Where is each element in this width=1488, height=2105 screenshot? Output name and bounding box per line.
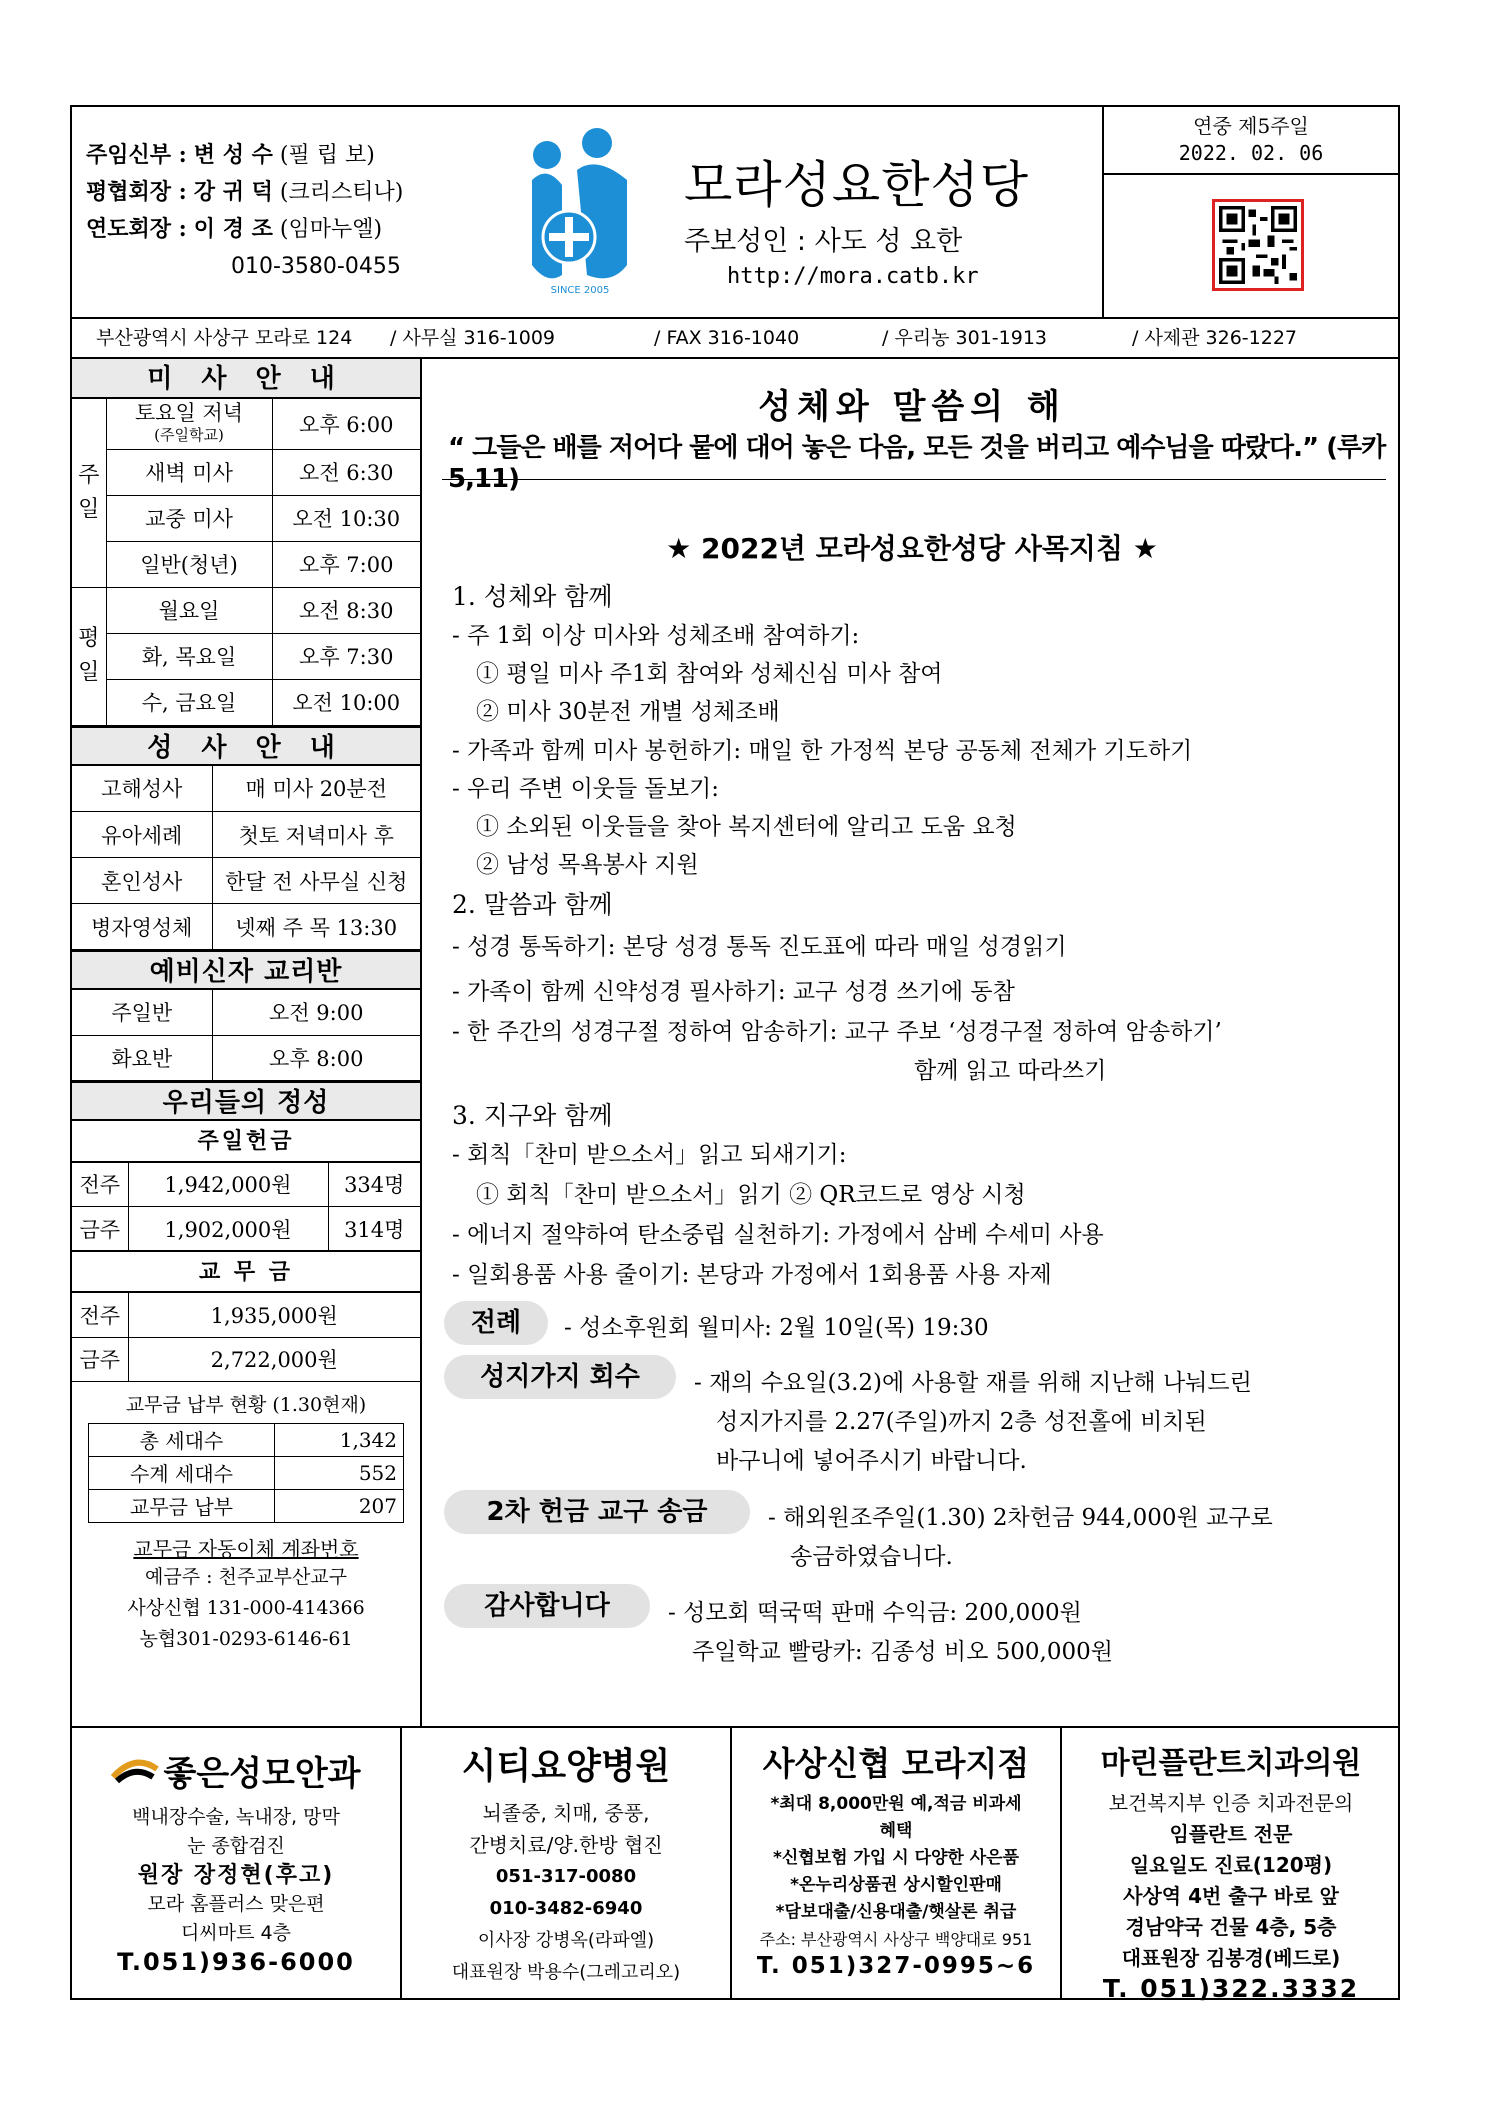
dues-title: 교 무 금 [72, 1251, 420, 1293]
notice-text: 바구니에 넣어주시기 바랍니다. [716, 1448, 1027, 1474]
dues-status-title: 교무금 납부 현황 (1.30현재) [125, 1393, 367, 1416]
guideline-subitem: ② 미사 30분전 개별 성체조배 [476, 699, 780, 725]
ad-director: 원장 장정현(후고) [137, 1863, 335, 1888]
logo-text: SINCE 2005 [550, 285, 610, 296]
mass-time: 오전 6:30 [272, 449, 420, 495]
ad-eye-clinic [72, 1728, 402, 1998]
status-label: 수계 세대수 [89, 1456, 275, 1489]
parish-logo [517, 125, 647, 300]
account-title: 교무금 자동이체 계좌번호 [133, 1536, 359, 1561]
ad-line: 디씨마트 4층 [181, 1922, 291, 1944]
guideline-item: - 가족과 함께 미사 봉헌하기: 매일 한 가정씩 본당 공동체 전체가 기도하기 [452, 738, 1193, 764]
offering-amount: 1,902,000원 [128, 1207, 328, 1251]
guideline-subitem: ① 회칙「찬미 받으소서」읽기 ② QR코드로 영상 시청 [476, 1182, 1026, 1208]
sacrament-table [72, 766, 420, 951]
status-value: 207 [275, 1489, 404, 1522]
staff-funeral-president [86, 211, 403, 248]
parish-address: 부산광역시 사상구 모라로 124 [96, 327, 353, 349]
bulletin-page [70, 105, 1400, 2003]
sacrament-info: 한달 전 사무실 신청 [212, 858, 420, 904]
ad-line: 일요일도 진료(120평) [1129, 1853, 1333, 1877]
notice-label: 전례 [444, 1301, 548, 1345]
account-number: 사상신협 131-000-414366 [127, 1596, 365, 1619]
notice-text: 주일학교 빨랑카: 김종성 비오 500,000원 [692, 1639, 1113, 1665]
mass-name: 수, 금요일 [106, 679, 272, 725]
mass-time: 오후 6:00 [272, 399, 420, 449]
ad-line: *온누리상품권 상시할인판매 [790, 1875, 1002, 1895]
ad-address: 주소: 부산광역시 사상구 백양대로 951 [759, 1930, 1033, 1949]
ad-line: 사상역 4번 출구 바로 앞 [1123, 1884, 1339, 1908]
header [72, 107, 1398, 319]
bulletin-date: 2022. 02. 06 [1178, 141, 1324, 165]
class-time: 오후 8:00 [212, 1035, 420, 1080]
guideline-item: - 에너지 절약하여 탄소중립 실천하기: 가정에서 삼베 수세미 사용 [452, 1222, 1104, 1248]
main-content [424, 359, 1400, 1726]
offerings-title: 우리들의 정성 [72, 1081, 420, 1121]
guideline-item-continued: 함께 읽고 따라쓰기 [914, 1058, 1107, 1084]
sacrament-info: 첫토 저녁미사 후 [212, 812, 420, 858]
notice-label: 성지가지 회수 [444, 1355, 676, 1399]
ad-line: 경남약국 건물 4층, 5층 [1125, 1915, 1337, 1939]
ad-line: 모라 홈플러스 맞은편 [147, 1893, 325, 1915]
parish-name: 모라성요한성당 [684, 156, 1030, 214]
ad-credit-union [732, 1728, 1062, 1998]
ad-line: 백내장수술, 녹내장, 망막 [132, 1806, 340, 1828]
rectory-phone: / 사제관 326-1227 [1132, 327, 1298, 349]
pastoral-guidelines-title: ★ 2022년 모라성요한성당 사목지침 ★ [666, 532, 1158, 565]
mass-schedule-table [72, 399, 420, 726]
mass-name: 월요일 [106, 587, 272, 633]
eye-clinic-logo-icon [111, 1751, 159, 1791]
ad-title: 시티요양병원 [461, 1746, 671, 1787]
mass-name: 토요일 저녁 (주일학교) [106, 399, 272, 449]
offering-count: 334명 [328, 1163, 420, 1207]
patron-saint: 주보성인 : 사도 성 요한 [684, 226, 963, 257]
status-label: 총 세대수 [89, 1423, 275, 1456]
guideline-item: - 회칙「찬미 받으소서」읽고 되새기기: [452, 1142, 847, 1168]
notice-text: 송금하였습니다. [790, 1544, 953, 1570]
qr-code[interactable] [1212, 199, 1304, 291]
ad-title: 좋은성모안과 [163, 1754, 361, 1794]
week-label: 금주 [72, 1207, 128, 1251]
weekday-label: 평 일 [72, 587, 106, 725]
fax-number: / FAX 316-1040 [654, 327, 800, 349]
status-value: 552 [275, 1456, 404, 1489]
guideline-item: - 성경 통독하기: 본당 성경 통독 진도표에 따라 매일 성경읽기 [452, 934, 1067, 960]
guideline-item: - 주 1회 이상 미사와 성체조배 참여하기: [452, 623, 860, 649]
guideline-subitem: ① 소외된 이웃들을 찾아 복지센터에 알리고 도움 요청 [476, 814, 1017, 840]
sacrament-name: 혼인성사 [72, 858, 212, 904]
ad-line: 뇌졸중, 치매, 중풍, [482, 1801, 650, 1825]
ad-line: 눈 종합검진 [187, 1835, 285, 1857]
mass-time: 오전 10:00 [272, 679, 420, 725]
staff-baptismal: (필 립 보) [279, 143, 375, 168]
mass-name: 교중 미사 [106, 495, 272, 541]
scripture-quote: “ 그들은 배를 저어다 뭍에 대어 놓은 다음, 모든 것을 버리고 예수님을 따랐다.” (루카5,11) [448, 433, 1386, 494]
ad-phone: 010-3482-6940 [489, 1898, 643, 1919]
mass-time: 오전 8:30 [272, 587, 420, 633]
account-number: 농협301-0293-6146-61 [139, 1627, 353, 1650]
week-label: 금주 [72, 1337, 128, 1381]
staff-role: 연도회장 : [86, 216, 187, 242]
ad-line: 간병치료/양.한방 협진 [469, 1833, 663, 1857]
sacrament-guide-title: 성 사 안 내 [72, 726, 420, 766]
ad-line: 임플란트 전문 [1169, 1822, 1293, 1846]
ad-title: 사상신협 모라지점 [762, 1744, 1030, 1783]
staff-list [86, 137, 403, 285]
ad-line: 보건복지부 인증 치과전문의 [1108, 1791, 1354, 1815]
left-sidebar [72, 359, 422, 1726]
farm-phone: / 우리농 301-1913 [882, 327, 1048, 349]
guideline-item: - 우리 주변 이웃들 돌보기: [452, 776, 719, 802]
staff-baptismal: (크리스티나) [279, 180, 404, 205]
ad-dental-clinic [1062, 1728, 1400, 2003]
sunday-label: 주 일 [72, 399, 106, 587]
mass-name: 일반(청년) [106, 541, 272, 587]
guideline-item: - 가족이 함께 신약성경 필사하기: 교구 성경 쓰기에 동참 [452, 979, 1015, 1005]
mass-guide-title: 미 사 안 내 [72, 359, 420, 399]
sacrament-info: 넷째 주 목 13:30 [212, 904, 420, 950]
date-box [1102, 107, 1398, 319]
contact-bar [72, 319, 1398, 359]
mass-name: 새벽 미사 [106, 449, 272, 495]
class-name: 화요반 [72, 1035, 212, 1080]
ad-director: 대표원장 김봉경(베드로) [1121, 1946, 1341, 1970]
ad-title: 마린플란트치과의원 [1100, 1746, 1362, 1781]
staff-council-president [86, 174, 403, 211]
ad-nursing-hospital [402, 1728, 732, 1998]
ad-line: *최대 8,000만원 예,적금 비과세 [770, 1794, 1022, 1814]
catechumen-table [72, 990, 420, 1081]
advertisements [72, 1726, 1398, 2003]
notice-text: - 성모회 떡국떡 판매 수익금: 200,000원 [668, 1600, 1082, 1626]
mass-time: 오후 7:30 [272, 633, 420, 679]
account-info [72, 1562, 420, 1655]
class-name: 주일반 [72, 990, 212, 1035]
dues-status-table [88, 1423, 404, 1523]
sunday-offering-title: 주일헌금 [72, 1121, 420, 1163]
staff-name: 이 경 조 [193, 216, 273, 242]
office-phone: / 사무실 316-1009 [390, 327, 556, 349]
notice-label: 감사합니다 [444, 1584, 650, 1628]
class-time: 오전 9:00 [212, 990, 420, 1035]
mass-time: 오전 10:30 [272, 495, 420, 541]
catechumen-title: 예비신자 교리반 [72, 950, 420, 990]
divider [442, 479, 1386, 480]
dues-amount: 2,722,000원 [128, 1337, 420, 1381]
notice-text: - 재의 수요일(3.2)에 사용할 재를 위해 지난해 나눠드린 [694, 1370, 1252, 1396]
guideline-subitem: ② 남성 목욕봉사 지원 [476, 852, 699, 878]
ad-line: 대표원장 박용수(그레고리오) [451, 1962, 681, 1983]
mass-time: 오후 7:00 [272, 541, 420, 587]
week-label: 전주 [72, 1293, 128, 1337]
staff-name: 변 성 수 [193, 142, 273, 168]
dues-amount: 1,935,000원 [128, 1293, 420, 1337]
ad-phone: T. 051)327-0995~6 [756, 1953, 1036, 1979]
staff-pastor [86, 137, 403, 174]
staff-name: 강 귀 덕 [193, 179, 273, 205]
sacrament-name: 유아세례 [72, 812, 212, 858]
notice-text: 성지가지를 2.27(주일)까지 2층 성전홀에 비치된 [716, 1409, 1207, 1435]
guideline-subitem: ① 평일 미사 주1회 참여와 성체신심 미사 참여 [476, 661, 943, 687]
status-value: 1,342 [275, 1423, 404, 1456]
guideline-heading: 2. 말씀과 함께 [452, 890, 613, 919]
staff-role: 평협회장 : [86, 179, 187, 205]
guideline-heading: 3. 지구와 함께 [452, 1101, 613, 1130]
notice-text: - 성소후원회 월미사: 2월 10일(목) 19:30 [564, 1315, 989, 1341]
sacrament-name: 병자영성체 [72, 904, 212, 950]
ad-phone: 051-317-0080 [495, 1866, 637, 1887]
sunday-offering-table [72, 1163, 420, 1252]
guideline-item: - 한 주간의 성경구절 정하여 암송하기: 교구 주보 ‘성경구절 정하여 암송하기’ [452, 1019, 1222, 1045]
staff-baptismal: (임마누엘) [279, 217, 383, 242]
week-label: 전주 [72, 1163, 128, 1207]
year-theme: 성체와 말씀의 해 [758, 387, 1066, 427]
ad-line: 이사장 강병옥(라파엘) [477, 1930, 655, 1951]
ad-phone: T. 051)322.3332 [1102, 1974, 1360, 2003]
account-holder: 예금주 : 천주교부산교구 [144, 1565, 348, 1588]
status-label: 교무금 납부 [89, 1489, 275, 1522]
ad-line: 혜택 [879, 1821, 913, 1841]
staff-phone: 010-3580-0455 [231, 254, 401, 279]
website-link[interactable]: http://mora.catb.kr [727, 264, 979, 289]
offering-count: 314명 [328, 1207, 420, 1251]
liturgical-week: 연중 제5주일 [1193, 114, 1309, 138]
ad-line: *신협보험 가입 시 다양한 사은품 [772, 1848, 1020, 1868]
sacrament-name: 고해성사 [72, 766, 212, 812]
offering-amount: 1,942,000원 [128, 1163, 328, 1207]
staff-role: 주임신부 : [86, 142, 187, 168]
notice-label: 2차 헌금 교구 송금 [444, 1490, 750, 1534]
guideline-heading: 1. 성체와 함께 [452, 582, 613, 611]
sacrament-info: 매 미사 20분전 [212, 766, 420, 812]
ad-line: *담보대출/신용대출/햇살론 취급 [775, 1902, 1017, 1922]
ad-phone: T.051)936-6000 [117, 1948, 355, 1976]
mass-name: 화, 목요일 [106, 633, 272, 679]
guideline-item: - 일회용품 사용 줄이기: 본당과 가정에서 1회용품 사용 자제 [452, 1262, 1052, 1288]
dues-table [72, 1293, 420, 1382]
notice-text: - 해외원조주일(1.30) 2차헌금 944,000원 교구로 [768, 1505, 1273, 1531]
